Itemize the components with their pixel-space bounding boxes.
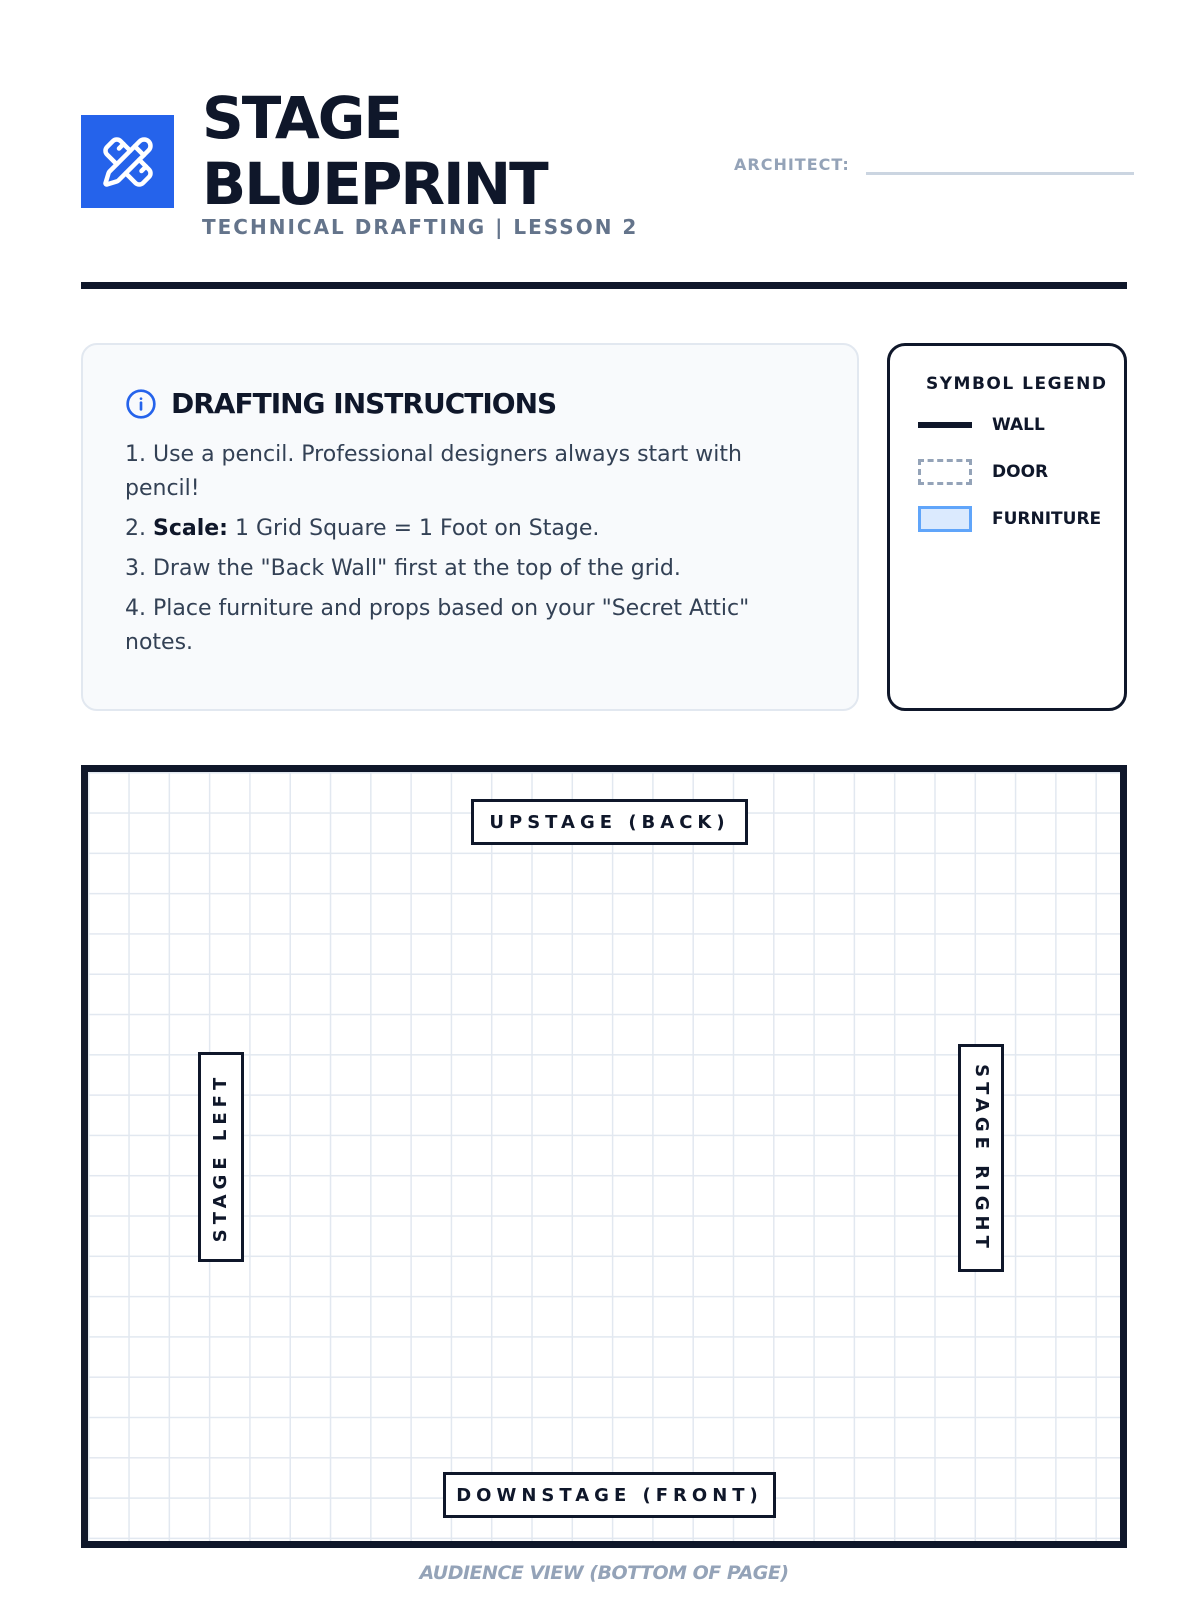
legend-title: SYMBOL LEGEND [926, 374, 1108, 394]
info-icon [125, 388, 157, 420]
instructions-header [125, 387, 817, 420]
instruction-item [125, 512, 817, 546]
architect-label: ARCHITECT: [734, 155, 850, 174]
instructions-title: DRAFTING INSTRUCTIONS [171, 387, 557, 420]
door-symbol [918, 459, 972, 485]
title-line-1: STAGE [202, 84, 401, 152]
architect-input-line[interactable] [866, 151, 1134, 175]
stage-right-label: STAGE RIGHT [958, 1044, 1004, 1272]
page-subtitle: TECHNICAL DRAFTING | LESSON 2 [202, 215, 639, 239]
downstage-label: DOWNSTAGE (FRONT) [443, 1472, 776, 1518]
instructions-list [125, 438, 817, 660]
header [81, 85, 1127, 285]
page-title [202, 85, 547, 217]
upstage-label: UPSTAGE (BACK) [471, 799, 748, 845]
legend-label: WALL [992, 415, 1045, 435]
instruction-item: 4. Place furniture and props based on your "Secret Attic" notes. [125, 596, 750, 655]
furniture-symbol [918, 506, 972, 532]
instructions-panel [81, 343, 859, 711]
symbol-legend [887, 343, 1127, 711]
title-line-2: BLUEPRINT [202, 150, 547, 218]
header-divider [81, 282, 1127, 289]
stage-left-label: STAGE LEFT [198, 1052, 244, 1262]
instruction-scale-text: 1 Grid Square = 1 Foot on Stage. [227, 516, 600, 541]
instruction-item: 1. Use a pencil. Professional designers always start with pencil! [125, 442, 742, 501]
legend-label: FURNITURE [992, 509, 1102, 529]
legend-item-furniture [918, 506, 1124, 532]
legend-item-door [918, 459, 1124, 485]
wall-symbol [918, 422, 972, 428]
pencil-ruler-icon [101, 135, 155, 189]
instruction-item: 3. Draw the "Back Wall" first at the top of the grid. [125, 556, 681, 581]
logo [81, 115, 174, 208]
audience-note: AUDIENCE VIEW (BOTTOM OF PAGE) [419, 1562, 789, 1584]
legend-item-wall [918, 412, 1124, 438]
instruction-scale-label: Scale: [152, 516, 228, 541]
legend-label: DOOR [992, 462, 1049, 482]
architect-field [734, 151, 1134, 175]
stage-grid[interactable] [81, 765, 1127, 1548]
instruction-number: 2. [125, 516, 153, 541]
